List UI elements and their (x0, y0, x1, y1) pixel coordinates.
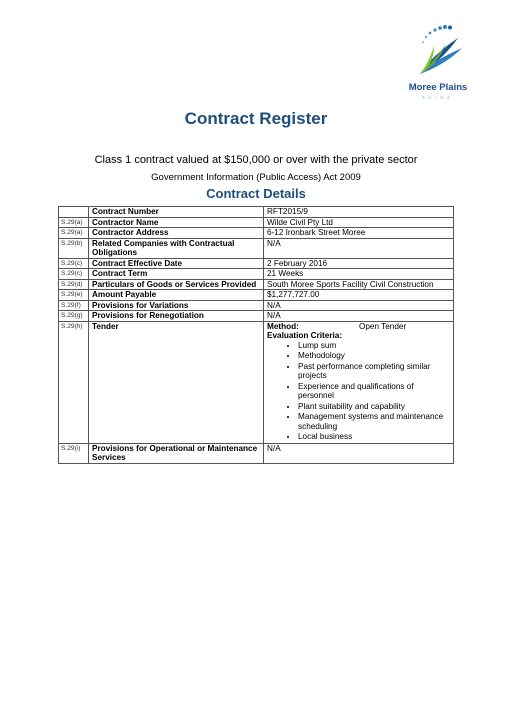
field-value: Wilde Civil Pty Ltd (264, 217, 454, 228)
table-row (59, 443, 454, 463)
section-reference: S.29(c) (59, 258, 89, 269)
table-row (59, 258, 454, 269)
field-value: South Moree Sports Facility Civil Construction (264, 279, 454, 290)
logo-mark-icon (406, 24, 470, 82)
field-value: $1,277,727.00 (264, 290, 454, 301)
section-reference: S.29(a) (59, 228, 89, 239)
field-value: N/A (264, 238, 454, 258)
method-value: Open Tender (359, 321, 407, 331)
criteria-item: • Experience and qualifications of personnel (298, 382, 450, 401)
table-row (59, 269, 454, 280)
logo-subtext: SHIRE (421, 95, 455, 100)
field-value: 2 February 2016 (264, 258, 454, 269)
tender-method (267, 322, 450, 332)
table-row (59, 290, 454, 301)
shire-logo (398, 24, 478, 102)
section-reference: S.29(d) (59, 279, 89, 290)
act-reference: Government Information (Public Access) Act 2009 (151, 172, 361, 183)
field-value: N/A (264, 311, 454, 322)
field-label: Provisions for Variations (89, 300, 264, 311)
field-label: Contractor Address (89, 228, 264, 239)
contract-details-table (58, 206, 454, 464)
field-label: Tender (89, 321, 264, 443)
field-label: Contract Term (89, 269, 264, 280)
criteria-list (267, 341, 450, 442)
details-heading: Contract Details (206, 186, 306, 201)
criteria-item: • Methodology (298, 351, 450, 361)
field-label: Provisions for Operational or Maintenance Services (89, 443, 264, 463)
section-reference: S.29(e) (59, 290, 89, 301)
table-row (59, 300, 454, 311)
section-reference: S.29(b) (59, 238, 89, 258)
field-label: Particulars of Goods or Services Provided (89, 279, 264, 290)
field-label: Amount Payable (89, 290, 264, 301)
table-row (59, 228, 454, 239)
tender-row (59, 321, 454, 443)
method-label: Method: (267, 321, 299, 331)
table-row (59, 238, 454, 258)
criteria-item: • Lump sum (298, 341, 450, 351)
field-label: Contractor Name (89, 217, 264, 228)
section-reference: S.29(f) (59, 300, 89, 311)
field-value: 6-12 Ironbark Street Moree (264, 228, 454, 239)
contract-class-description: Class 1 contract valued at $150,000 or over with the private sector (94, 154, 418, 166)
section-reference: S.29(i) (59, 443, 89, 463)
logo-name: Moree Plains (408, 82, 468, 93)
page-title: Contract Register (184, 109, 328, 128)
field-label: Contract Number (89, 207, 264, 218)
section-reference: S.29(h) (59, 321, 89, 443)
field-label: Related Companies with Contractual Obligations (89, 238, 264, 258)
field-label: Provisions for Renegotiation (89, 311, 264, 322)
field-value: N/A (264, 300, 454, 311)
tender-details (264, 321, 454, 443)
table-row (59, 279, 454, 290)
table-row (59, 217, 454, 228)
section-reference (59, 207, 89, 218)
criteria-item: • Past performance completing similar projects (298, 362, 450, 381)
section-reference: S.29(g) (59, 311, 89, 322)
field-label: Contract Effective Date (89, 258, 264, 269)
table-row (59, 207, 454, 218)
field-value: N/A (264, 443, 454, 463)
criteria-item: • Plant suitability and capability (298, 402, 450, 412)
field-value: RFT2015/9 (264, 207, 454, 218)
criteria-item: • Local business (298, 432, 450, 442)
section-reference: S.29(a) (59, 217, 89, 228)
table-row (59, 311, 454, 322)
field-value: 21 Weeks (264, 269, 454, 280)
criteria-item: • Management systems and maintenance scheduling (298, 412, 450, 431)
criteria-label: Evaluation Criteria: (267, 331, 343, 340)
section-reference: S.29(c) (59, 269, 89, 280)
